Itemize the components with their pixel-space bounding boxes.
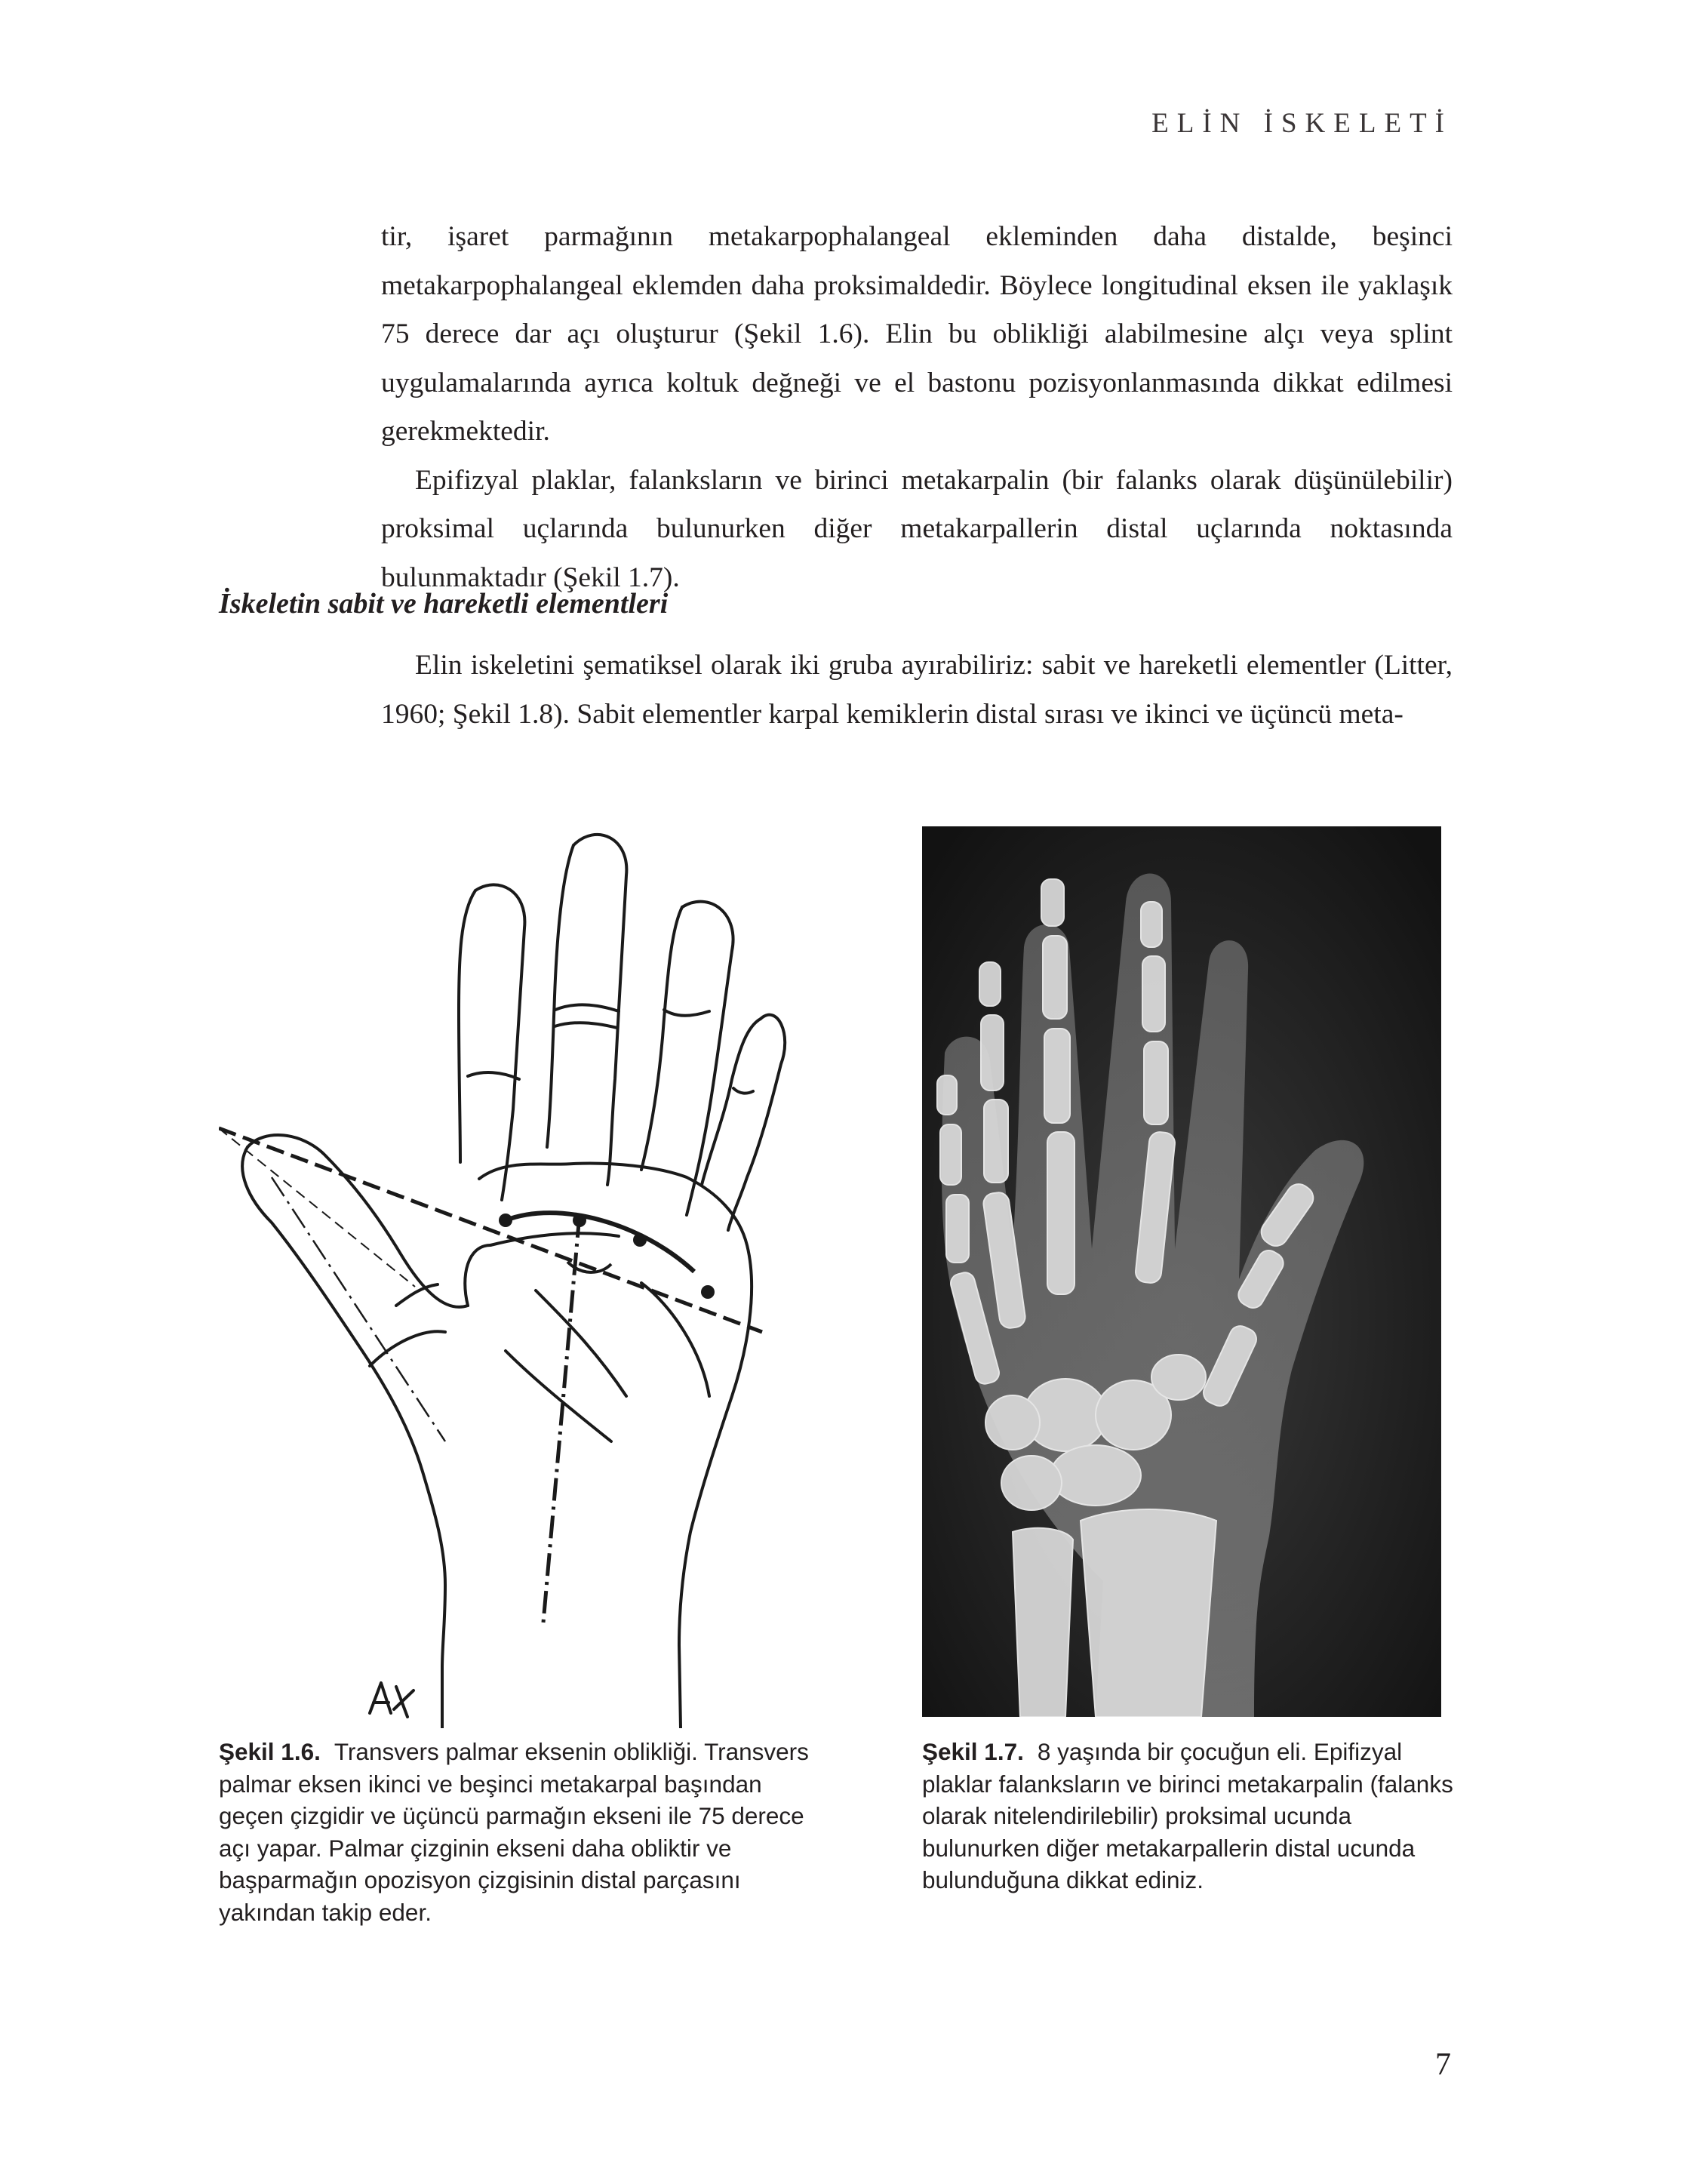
figure-1-6-caption-text: Transvers palmar eksenin oblikliği. Transvers palmar eksen ikinci ve beşinci metakarpal başından geçen çizgidir ve üçüncü parmağın ekseni ile 75 derece açı yapar. Palmar çizginin ekseni daha obliktir ve başparmağın opozisyon çizgisinin distal parçasını yakından takip eder. bbox=[219, 1738, 809, 1926]
transverse-palmar-axis bbox=[219, 1128, 762, 1332]
little-finger-outline bbox=[728, 1015, 785, 1230]
longitudinal-axis bbox=[543, 1215, 580, 1623]
thumb-outline bbox=[242, 1147, 445, 1668]
text-block-top bbox=[381, 213, 1453, 602]
figure-1-6-caption bbox=[219, 1736, 815, 1928]
figure-1-7-hand-xray bbox=[922, 826, 1441, 1717]
figure-1-6-hand-drawing bbox=[219, 823, 792, 1728]
section-heading: İskeletin sabit ve hareketli elementleri bbox=[219, 588, 669, 620]
thumb-axis bbox=[272, 1177, 445, 1441]
figure-1-7-caption-text: 8 yaşında bir çocuğun eli. Epifizyal plaklar falanksların ve birinci metakarpalin (falanks olarak nitelendirilebilir) proksimal ucunda bulunurken diğer metakarpallerin distal ucunda bulunduğuna dikkat ediniz. bbox=[922, 1738, 1453, 1893]
paragraph-2: Epifizyal plaklar, falanksların ve birinci metakarpalin (bir falanks olarak düşünülebilir) proksimal uçlarında bulunurken diğer metakarpallerin distal uçlarında noktasında bulunmaktadır (Şekil 1.7). bbox=[381, 464, 1453, 593]
index-finger-outline bbox=[475, 884, 524, 1200]
running-header: ELİN İSKELETİ bbox=[1151, 108, 1453, 139]
figure-1-7-label: Şekil 1.7. bbox=[922, 1738, 1024, 1765]
text-block-section bbox=[381, 641, 1453, 739]
paragraph-3: Elin iskeletini şematiksel olarak iki gruba ayırabiliriz: sabit ve hareketli elementler (Litter, 1960; Şekil 1.8). Sabit elementler karpal kemiklerin distal sırası ve ikinci ve üçüncü meta- bbox=[381, 650, 1453, 730]
paragraph-1: tir, işaret parmağının metakarpophalangeal ekleminden daha distalde, beşinci metakarpophalangeal eklemden daha proksimaldedir. Böylece longitudinal eksen ile yaklaşık 75 derece dar açı oluşturur (Şekil 1.6). Elin bu oblikliği alabilmesine alçı veya splint uygulamalarında ayrıca koltuk değneği ve el bastonu pozisyonlanmasında dikkat edilmesi gerekmektedir. bbox=[381, 221, 1453, 447]
thumb-opposition-line bbox=[219, 1128, 415, 1287]
figure-1-6-label: Şekil 1.6. bbox=[219, 1738, 321, 1765]
figure-1-7-caption bbox=[922, 1736, 1465, 1896]
palmar-line-arc bbox=[506, 1213, 694, 1272]
page-number: 7 bbox=[1435, 2047, 1451, 2082]
signature-mark bbox=[370, 1683, 414, 1717]
